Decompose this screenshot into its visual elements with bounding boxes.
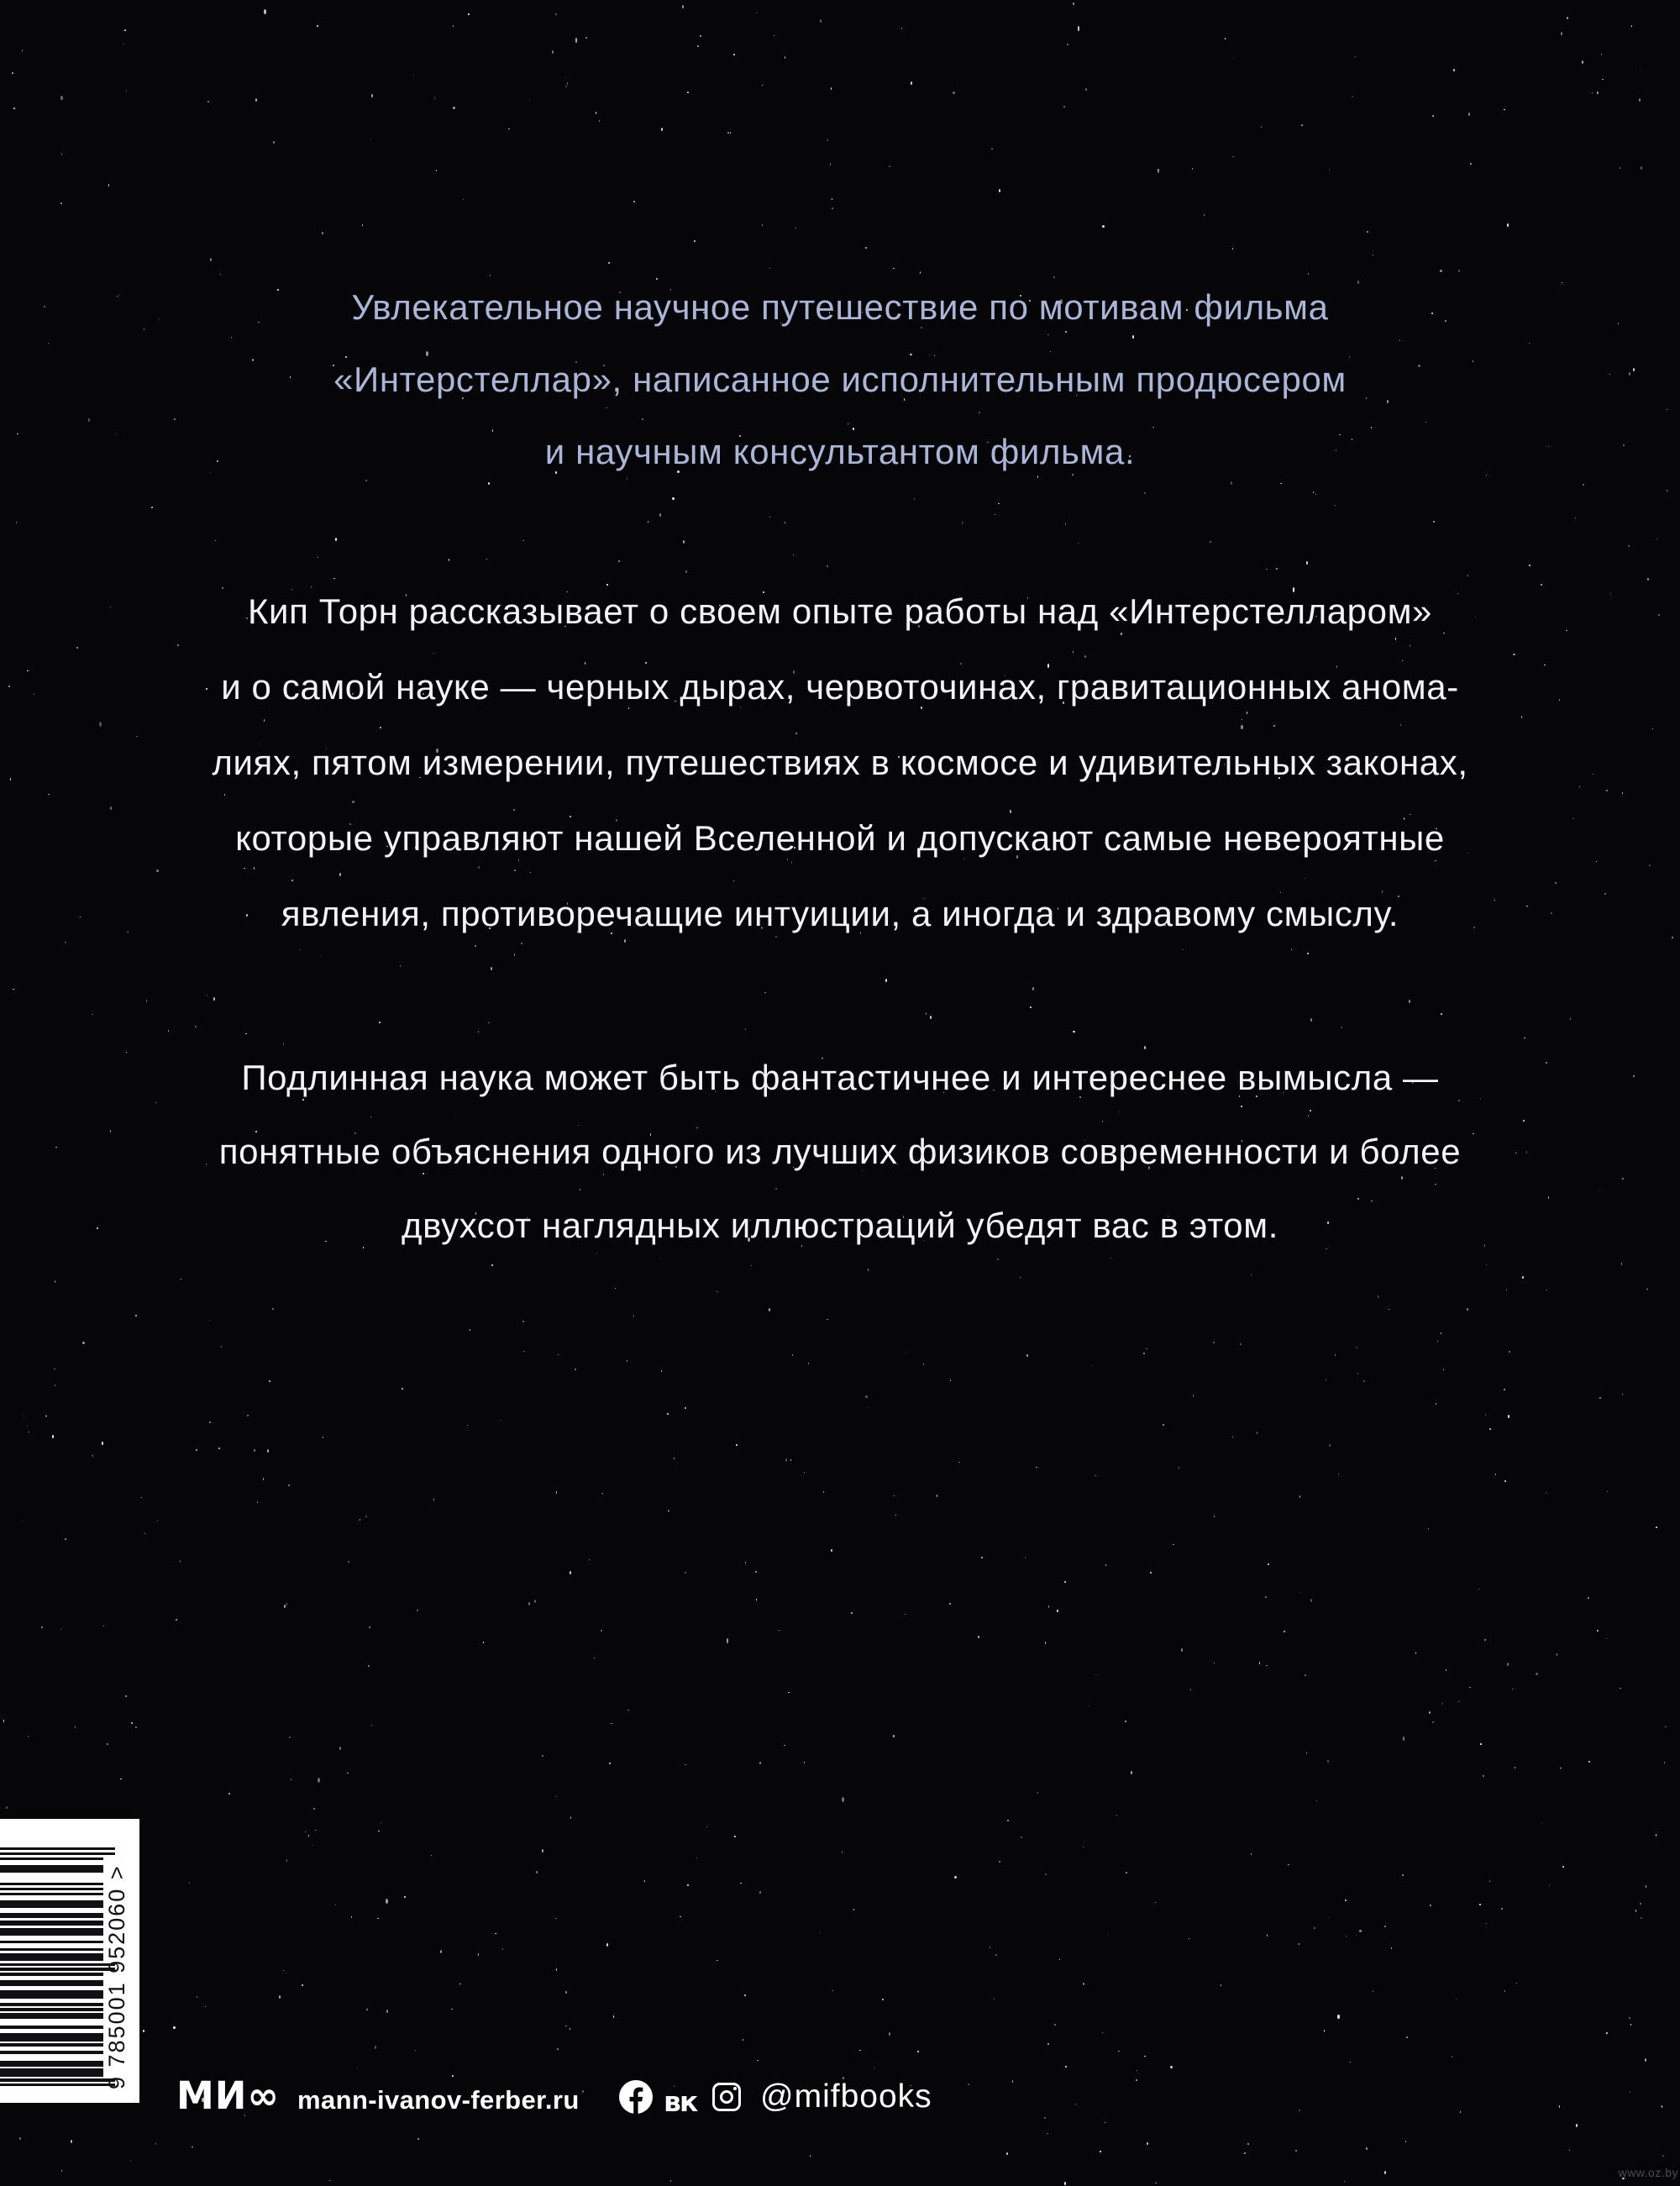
text-line: явления, противоречащие интуиции, а иногда и здравому смыслу. bbox=[281, 894, 1399, 933]
facebook-icon bbox=[619, 2080, 653, 2114]
barcode-number: 9 785001 952060 > bbox=[104, 1864, 129, 2089]
text-line: двухсот наглядных иллюстраций убедят вас в этом. bbox=[401, 1206, 1279, 1245]
barcode-bars bbox=[0, 1847, 118, 2086]
instagram-dot bbox=[733, 2087, 737, 2090]
text-line: понятные объяснения одного из лучших физиков современности и более bbox=[218, 1132, 1462, 1171]
text-line: и научным консультантом фильма. bbox=[544, 432, 1136, 471]
barcode bbox=[0, 1819, 139, 2103]
synopsis-paragraph-1 bbox=[101, 574, 1579, 952]
synopsis-paragraph-2 bbox=[101, 1041, 1579, 1263]
footer bbox=[0, 2068, 1680, 2127]
text-line: которые управляют нашей Вселенной и допускают самые невероятные bbox=[235, 818, 1445, 858]
vk-icon: вк bbox=[664, 2085, 697, 2118]
social-handle: @mifbooks bbox=[760, 2078, 932, 2115]
instagram-lens bbox=[720, 2090, 733, 2104]
text-line: и о самой науке — черных дырах, червоточинах, гравитационных анома- bbox=[221, 667, 1459, 707]
instagram-icon bbox=[712, 2083, 741, 2111]
intro-paragraph bbox=[101, 271, 1579, 488]
publisher-logo: МИ∞ bbox=[176, 2073, 280, 2118]
watermark-oz-by: www.oz.by bbox=[1618, 2166, 1678, 2179]
text-line: «Интерстеллар», написанное исполнительным продюсером bbox=[333, 360, 1347, 399]
text-line: Кип Торн рассказывает о своем опыте работы над «Интерстелларом» bbox=[247, 591, 1433, 631]
text-line: Подлинная наука может быть фантастичнее и интереснее вымысла — bbox=[241, 1058, 1439, 1097]
text-line: лиях, пятом измерении, путешествиях в космосе и удивительных законах, bbox=[212, 743, 1468, 782]
publisher-website: mann-ivanov-ferber.ru bbox=[297, 2085, 580, 2115]
text-line: Увлекательное научное путешествие по мотивам фильма bbox=[351, 287, 1329, 327]
